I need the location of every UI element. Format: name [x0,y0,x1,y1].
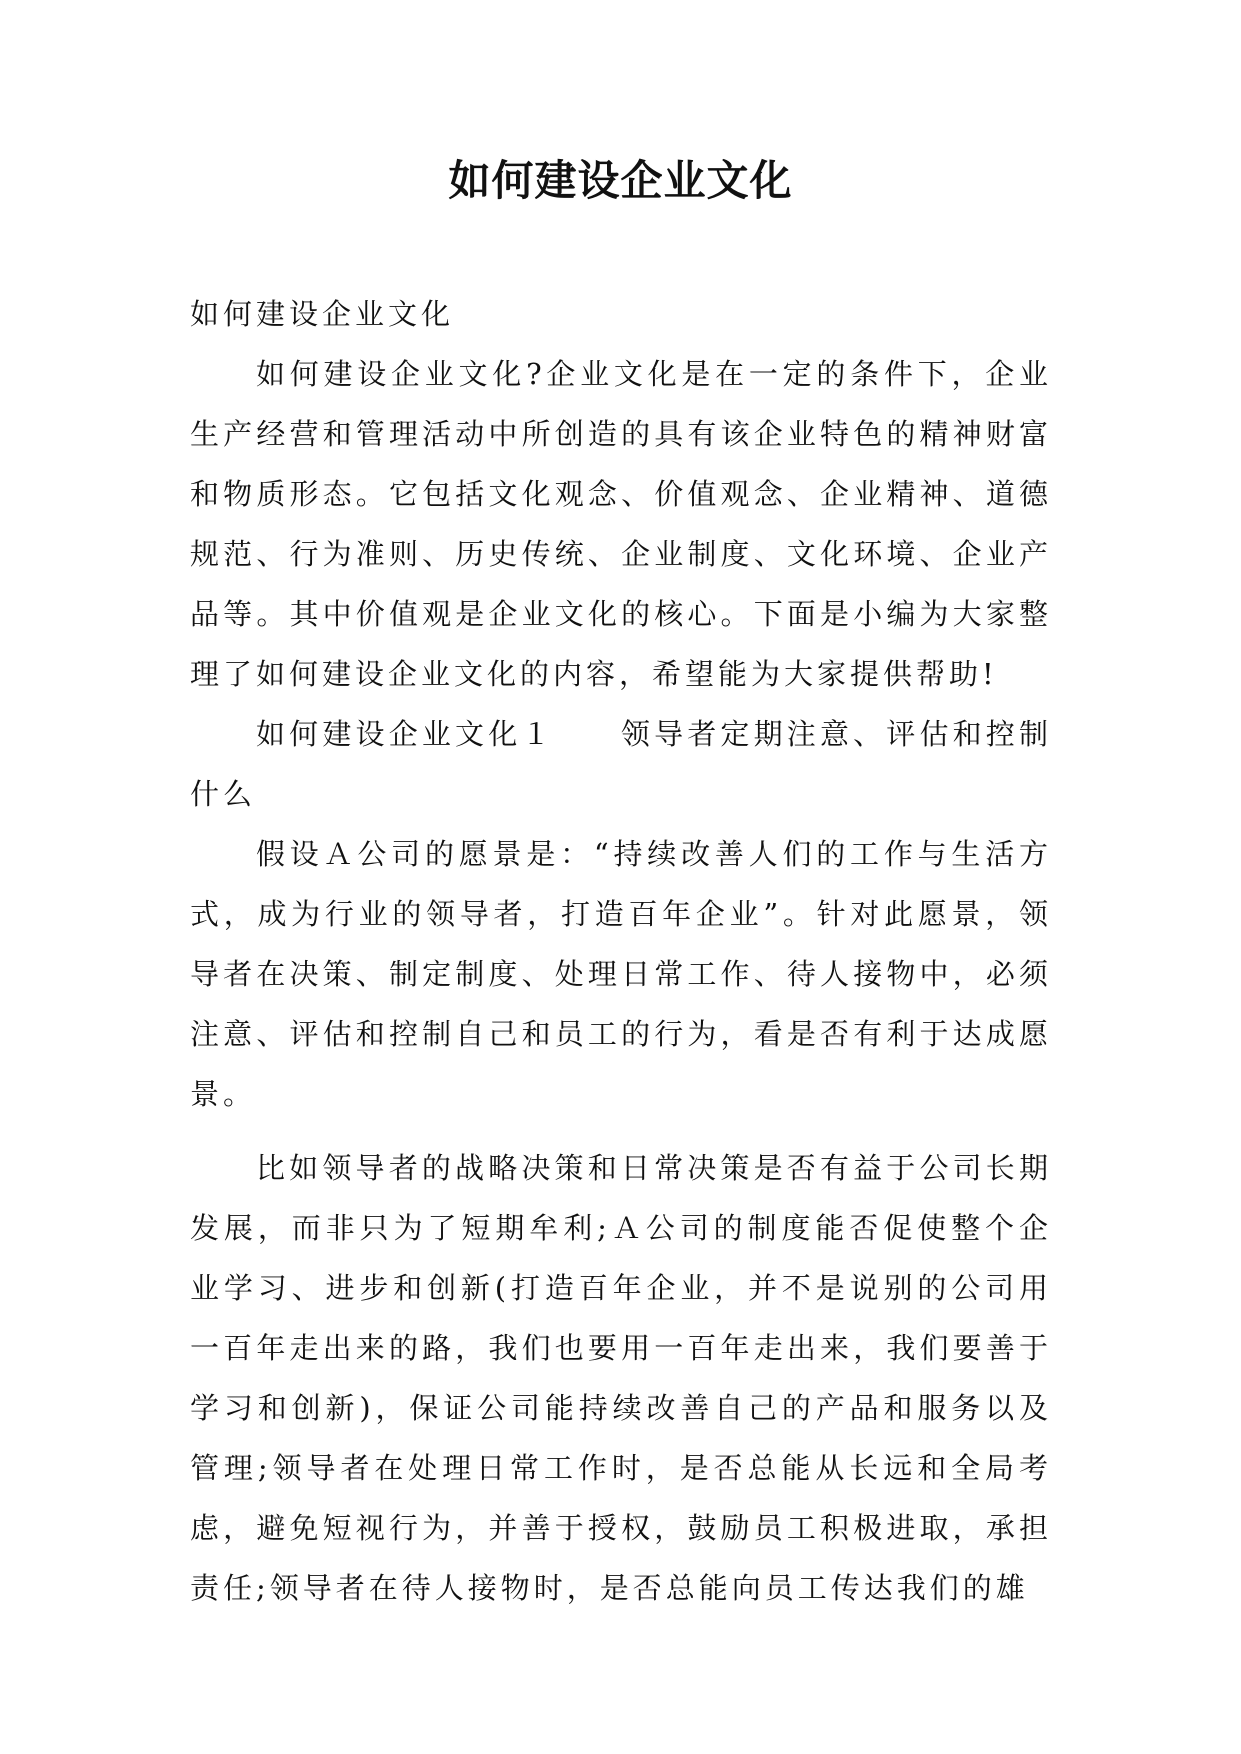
document-title: 如何建设企业文化 [448,156,793,205]
document-subtitle: 如何建设企业文化 [190,297,455,331]
section-heading-1: 如何建设企业文化１ 领导者定期注意、评估和控制什么 [190,717,1052,811]
paragraph-example: 比如领导者的战略决策和日常决策是否有益于公司长期发展，而非只为了短期牟利;Ａ公司的制度能否促使整个企业学习、进步和创新(打造百年企业，并不是说别的公司用一百年走出来的路，我们也要用一百年走出来，我们要善于学习和创新)，保证公司能持续改善自己的产品和服务以及管理;领导者在处理日常工作时，是否总能从长远和全局考虑，避免短视行为，并善于授权，鼓励员工积极进取，承担责任;领导者在待人接物时，是否总能向员工传达我们的雄 [190,1151,1052,1605]
document-body [190,284,1052,1618]
paragraph-intro: 如何建设企业文化?企业文化是在一定的条件下，企业生产经营和管理活动中所创造的具有该企业特色的精神财富和物质形态。它包括文化观念、价值观念、企业精神、道德规范、行为准则、历史传统、企业制度、文化环境、企业产品等。其中价值观是企业文化的核心。下面是小编为大家整理了如何建设企业文化的内容，希望能为大家提供帮助! [190,357,1052,691]
paragraph-vision: 假设Ａ公司的愿景是：“持续改善人们的工作与生活方式，成为行业的领导者，打造百年企业”。针对此愿景，领导者在决策、制定制度、处理日常工作、待人接物中，必须注意、评估和控制自己和员工的行为，看是否有利于达成愿景。 [190,837,1052,1111]
